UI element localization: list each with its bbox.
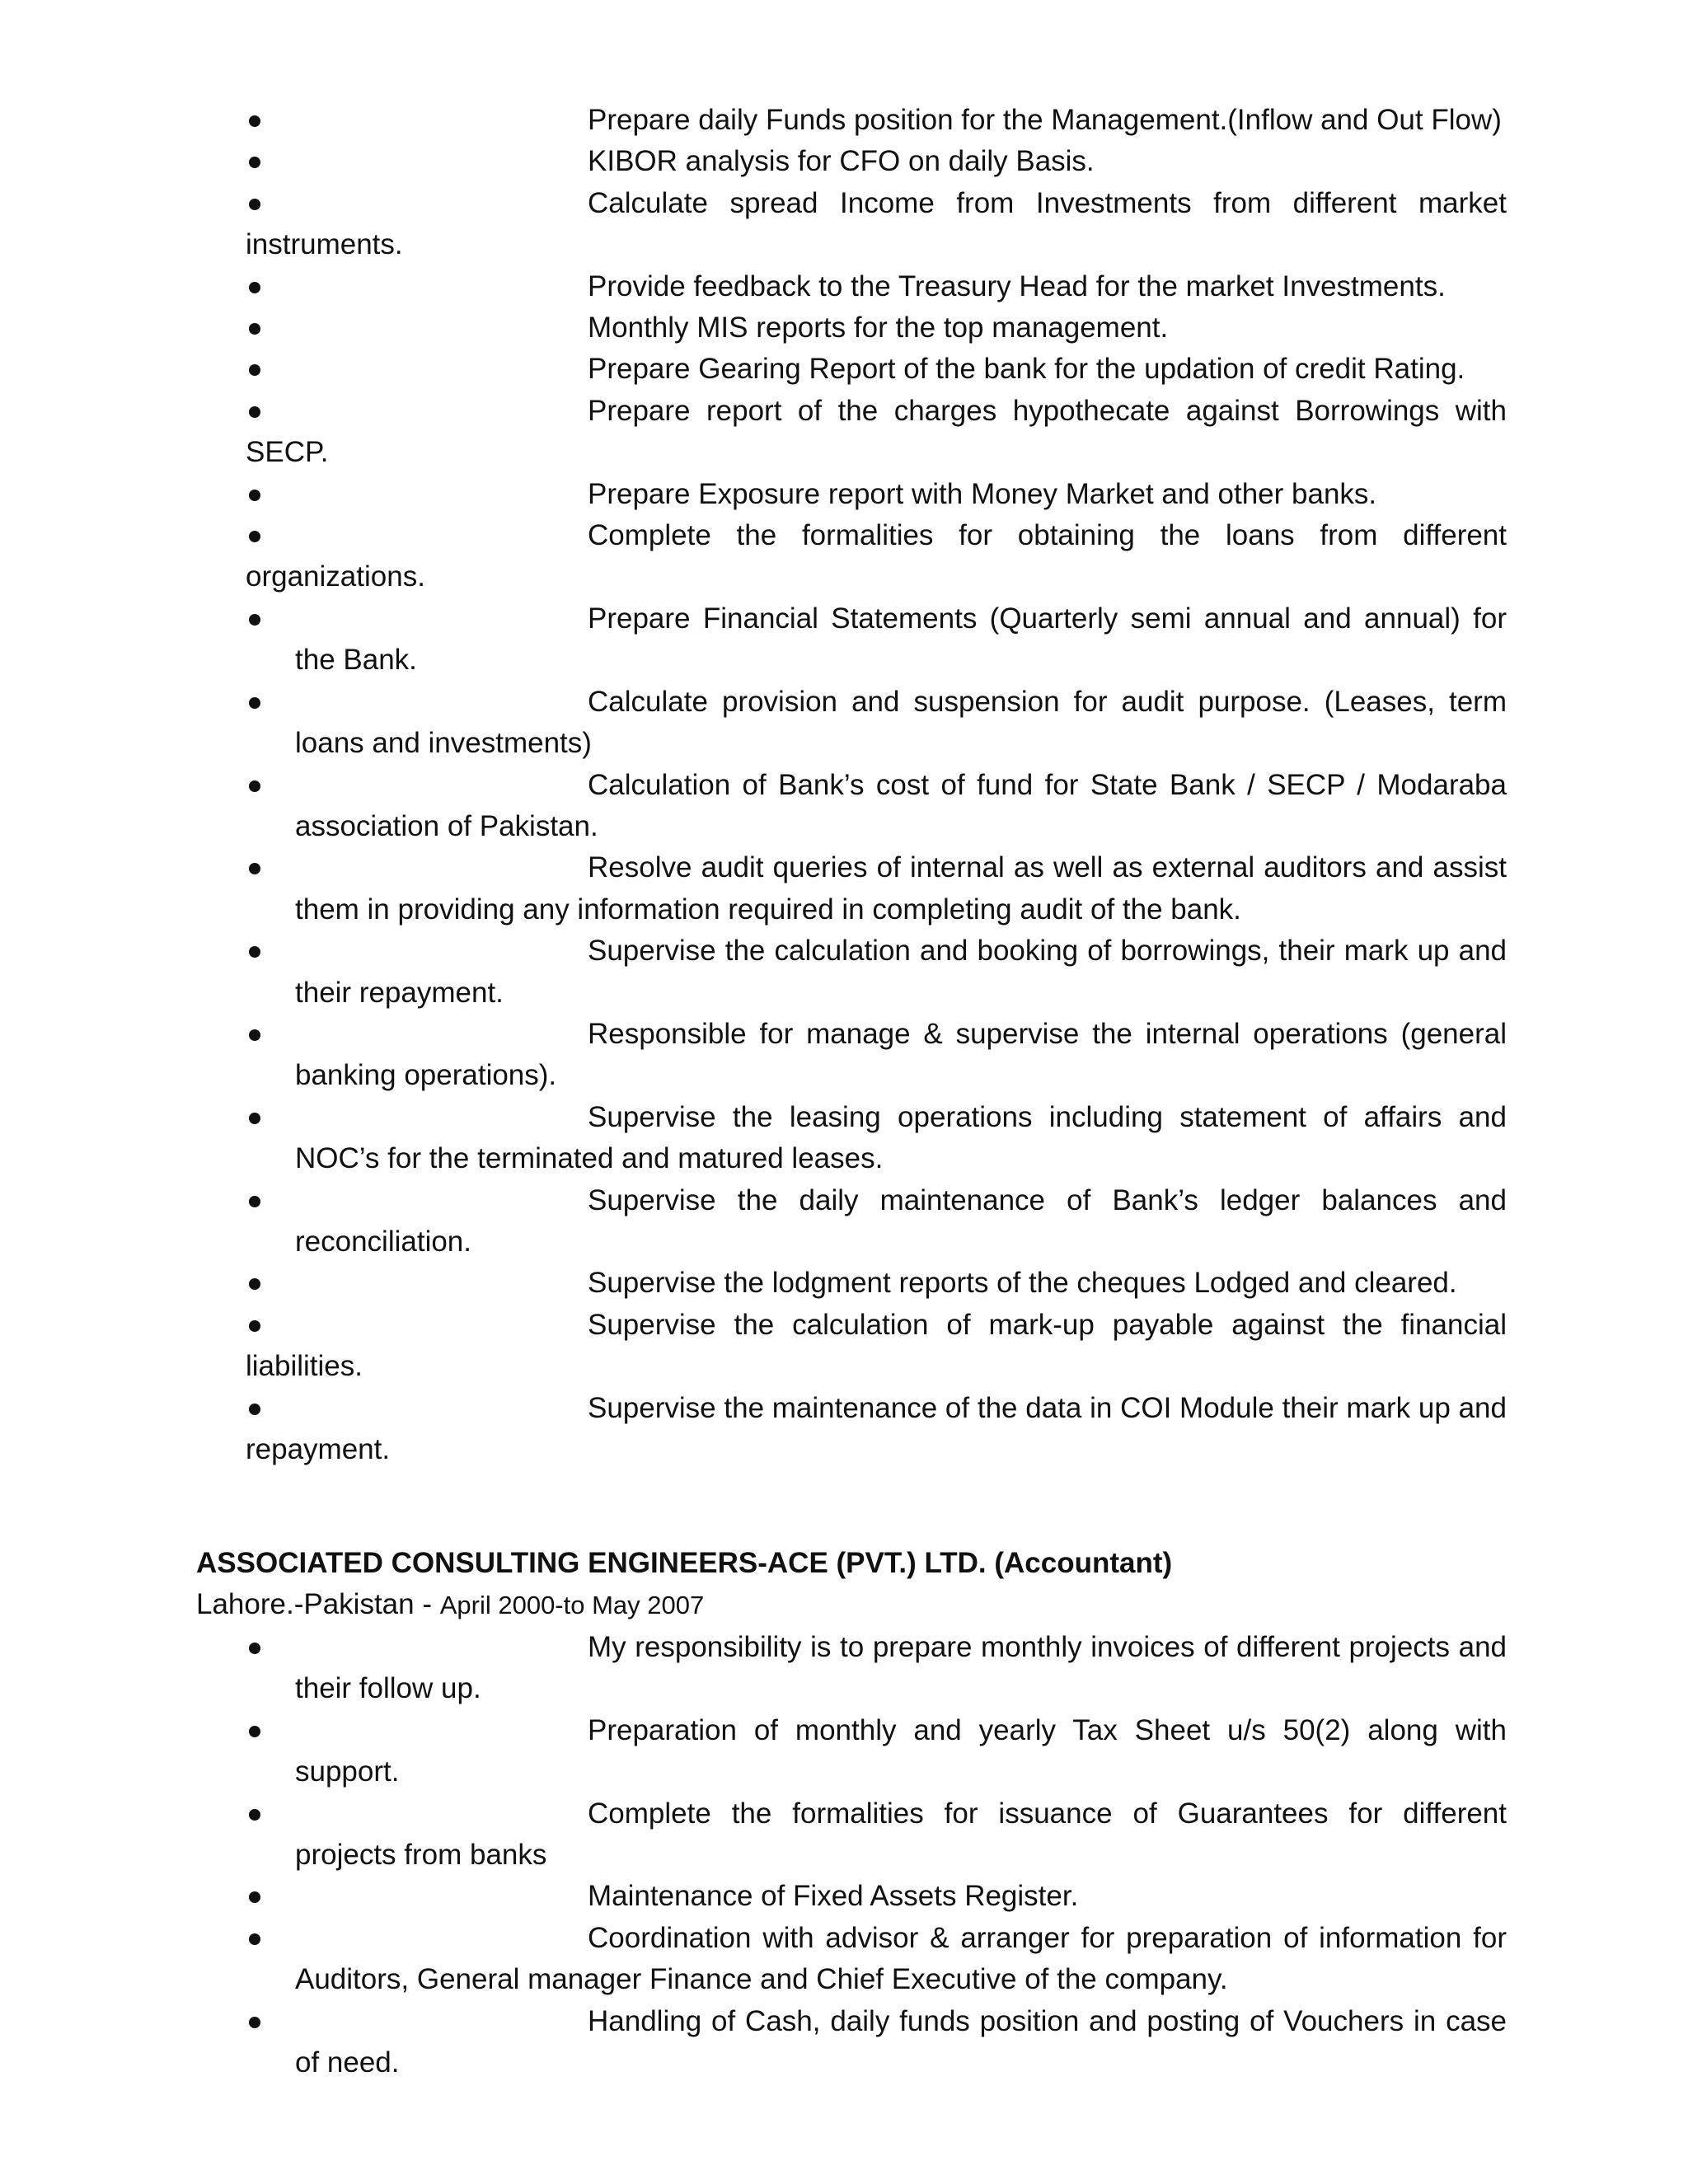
bullet-icon (249, 282, 260, 293)
list-item-text: Supervise the maintenance of the data in COI Module their mark up and repayment. (246, 1391, 1507, 1465)
list-item (246, 1918, 1507, 2001)
bullet-icon (249, 531, 260, 542)
employment-dates: April 2000-to May 2007 (439, 1591, 705, 1619)
employment-location: Lahore.-Pakistan - (196, 1588, 440, 1620)
bullet-icon (249, 946, 260, 958)
bullet-icon (249, 406, 260, 418)
list-item (246, 930, 1507, 1014)
bullet-icon (249, 863, 260, 874)
list-item-text: KIBOR analysis for CFO on daily Basis. (588, 145, 1095, 178)
list-item (246, 1793, 1507, 1877)
list-item-text: Supervise the lodgment reports of the cheques Lodged and cleared. (588, 1267, 1457, 1300)
list-item-text: Coordination with advisor & arranger for preparation of information for Auditors, General manager Finance and Chief Executive of the company. (295, 1921, 1507, 1996)
list-item (246, 682, 1507, 765)
responsibilities-list-ace (246, 1627, 1507, 2083)
list-item-text: Supervise the leasing operations including statement of affairs and NOC’s for the terminated and matured leases. (295, 1100, 1507, 1175)
bullet-icon (249, 1196, 260, 1207)
list-item (246, 1710, 1507, 1793)
list-item (246, 847, 1507, 930)
bullet-icon (249, 1320, 260, 1332)
list-item (246, 100, 1507, 141)
list-item (246, 474, 1507, 515)
list-item-text: Calculate spread Income from Investments from different market instruments. (246, 186, 1507, 261)
list-item-text: Responsible for manage & supervise the internal operations (general banking operations). (295, 1017, 1507, 1092)
bullet-icon (249, 157, 260, 168)
bullet-icon (249, 614, 260, 626)
bullet-icon (249, 1113, 260, 1124)
list-item (246, 349, 1507, 390)
list-item (246, 266, 1507, 307)
list-item-text: Monthly MIS reports for the top management. (588, 312, 1169, 344)
list-item-text: Preparation of monthly and yearly Tax Sheet u/s 50(2) along with support. (295, 1713, 1507, 1788)
bullet-icon (249, 1029, 260, 1041)
list-item (246, 765, 1507, 848)
list-item (246, 1627, 1507, 1710)
bullet-icon (249, 115, 260, 127)
list-item (246, 2001, 1507, 2084)
list-item-text: Resolve audit queries of internal as well as external auditors and assist them in providing any information required in completing audit of the bank. (295, 851, 1507, 926)
list-item (246, 598, 1507, 682)
list-item (246, 1388, 1507, 1471)
list-item (246, 1180, 1507, 1263)
list-item-text: Complete the formalities for obtaining the loans from different organizations. (246, 519, 1507, 593)
list-item (246, 1263, 1507, 1304)
employment-location-dates (196, 1584, 704, 1626)
list-item-text: Prepare Gearing Report of the bank for the updation of credit Rating. (588, 353, 1465, 386)
list-item (246, 391, 1507, 474)
list-item-text: Prepare daily Funds position for the Management.(Inflow and Out Flow) (588, 104, 1502, 136)
list-item-text: Prepare Exposure report with Money Market and other banks. (588, 477, 1377, 510)
list-item-text: Supervise the calculation and booking of borrowings, their mark up and their repayment. (295, 935, 1507, 1009)
list-item-text: Supervise the calculation of mark-up payable against the financial liabilities. (246, 1308, 1507, 1383)
bullet-icon (249, 2017, 260, 2028)
bullet-icon (249, 1809, 260, 1821)
bullet-icon (249, 1726, 260, 1737)
list-item-text: Calculate provision and suspension for audit purpose. (Leases, term loans and investments) (295, 685, 1507, 760)
list-item-text: Provide feedback to the Treasury Head for the market Investments. (588, 269, 1446, 302)
bullet-icon (249, 697, 260, 709)
list-item-text: Supervise the daily maintenance of Bank’s ledger balances and reconciliation. (295, 1183, 1507, 1258)
list-item (246, 1305, 1507, 1388)
list-item (246, 1014, 1507, 1097)
list-item-text: Calculation of Bank’s cost of fund for State Bank / SECP / Modaraba association of Pakistan. (295, 768, 1507, 842)
bullet-icon (249, 323, 260, 335)
list-item (246, 515, 1507, 598)
list-item-text: Prepare report of the charges hypothecate against Borrowings with SECP. (246, 394, 1507, 469)
bullet-icon (249, 199, 260, 210)
list-item-text: Prepare Financial Statements (Quarterly semi annual and annual) for the Bank. (295, 602, 1507, 677)
bullet-icon (249, 1278, 260, 1290)
bullet-icon (249, 1933, 260, 1945)
employer-heading: ASSOCIATED CONSULTING ENGINEERS-ACE (PVT.) LTD. (Accountant) (196, 1547, 1173, 1579)
bullet-icon (249, 490, 260, 501)
list-item-text: Complete the formalities for issuance of Guarantees for different projects from banks (295, 1797, 1507, 1872)
list-item (246, 1097, 1507, 1180)
bullet-icon (249, 780, 260, 792)
list-item-text: Handling of Cash, daily funds position and posting of Vouchers in case of need. (295, 2004, 1507, 2079)
bullet-icon (249, 1404, 260, 1415)
list-item-text: My responsibility is to prepare monthly invoices of different projects and their follow up. (295, 1631, 1507, 1705)
bullet-icon (249, 364, 260, 376)
bullet-icon (249, 1891, 260, 1903)
list-item (246, 183, 1507, 266)
responsibilities-list-bank (246, 100, 1507, 1470)
bullet-icon (249, 1643, 260, 1654)
list-item-text: Maintenance of Fixed Assets Register. (588, 1880, 1079, 1913)
list-item (246, 1876, 1507, 1917)
list-item (246, 307, 1507, 349)
list-item (246, 141, 1507, 182)
